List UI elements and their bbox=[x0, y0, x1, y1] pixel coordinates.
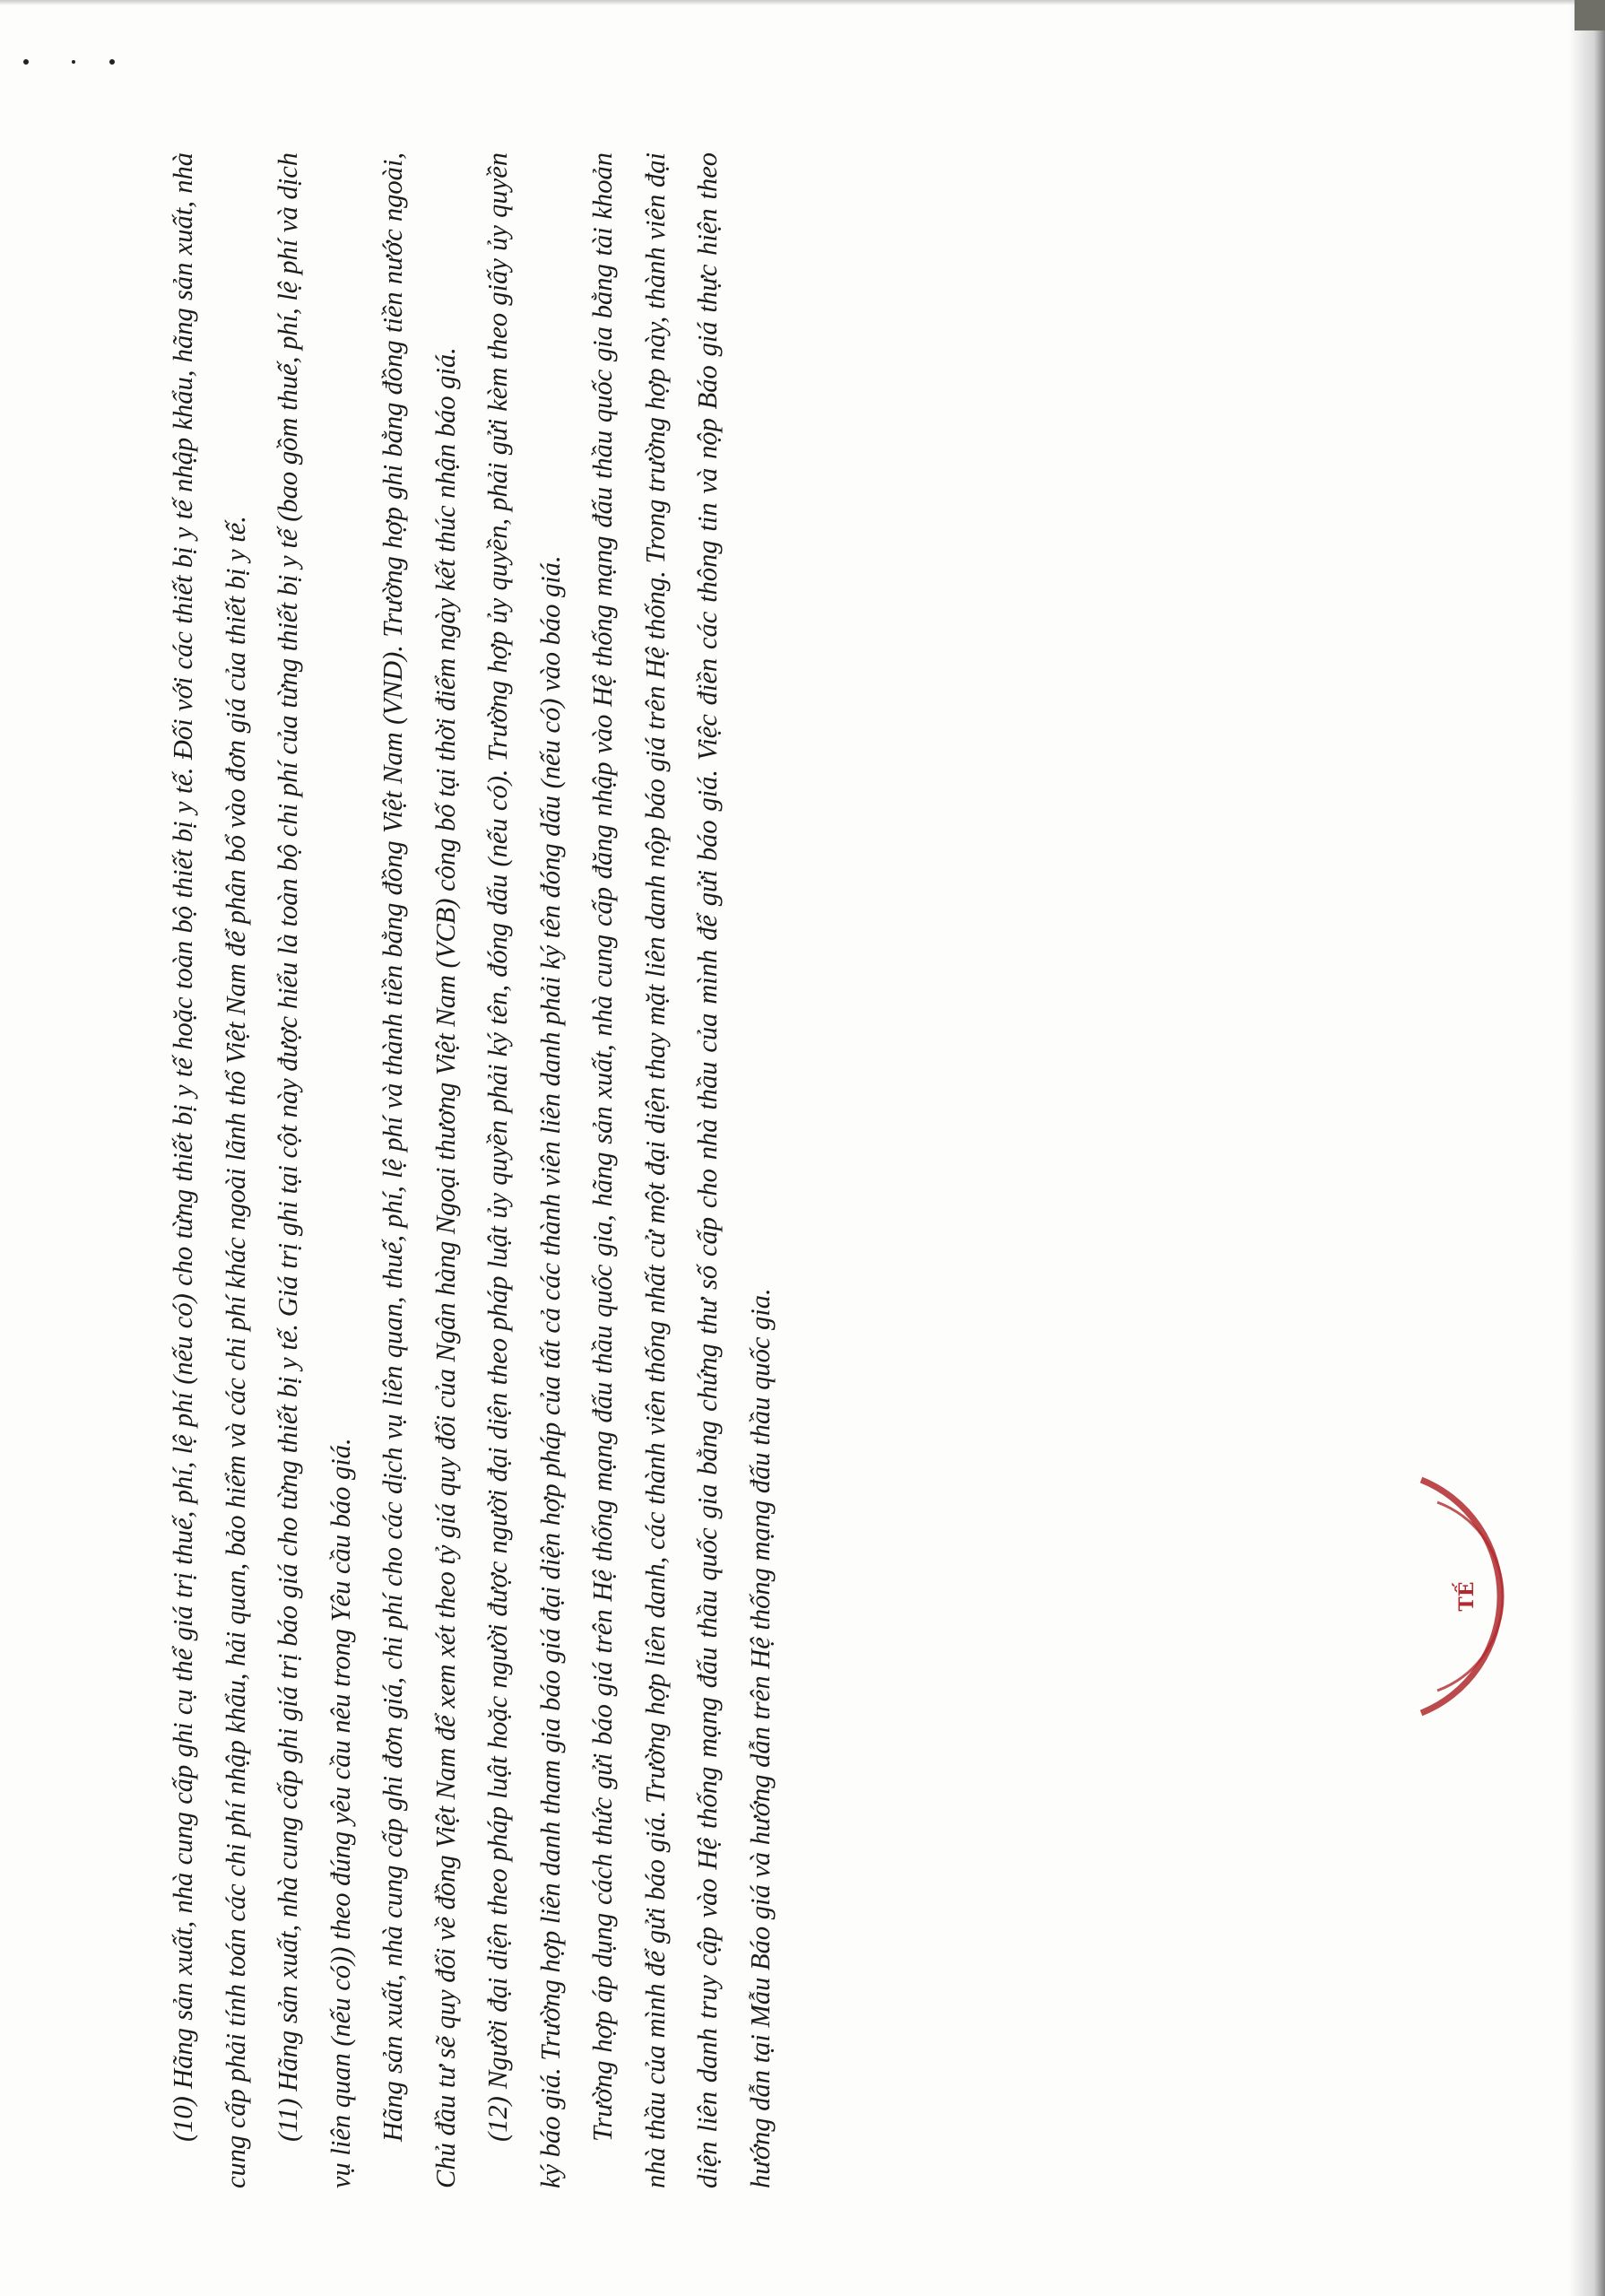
paragraph-note-11: (11) Hãng sản xuất, nhà cung cấp ghi giá trị báo giá cho từng thiết bị y tế. Giá trị ghi tại cột này được hiểu là toàn bộ chi phí của từng thiết bị y tế (bao gồm thuế, phí, lệ phí và dịch vụ liên quan (nếu có)) theo đúng yêu cầu nêu trong Yêu cầu báo giá. bbox=[273, 152, 356, 2188]
stamp-text: TẾ bbox=[1455, 1581, 1479, 1612]
red-seal-stamp bbox=[1385, 1471, 1520, 1722]
paragraph-online-submission: Trường hợp áp dụng cách thức gửi báo giá trên Hệ thống mạng đấu thầu quốc gia, hãng sản xuất, nhà cung cấp đăng nhập vào Hệ thống mạng đấu thầu quốc gia bằng tài khoản nhà thầu của mình để gửi báo giá. Trường hợp liên danh, các thành viên thống nhất cử một đại diện thay mặt liên danh nộp báo giá trên Hệ thống. Trong trường hợp này, thành viên đại diện liên danh truy cập vào Hệ thống mạng đấu thầu quốc gia bằng chứng thư số cấp cho nhà thầu của mình để gửi báo giá. Việc điền các thông tin và nộp Báo giá thực hiện theo hướng dẫn tại Mẫu Báo giá và hướng dẫn trên Hệ thống mạng đấu thầu quốc gia. bbox=[587, 152, 776, 2188]
paragraph-currency: Hãng sản xuất, nhà cung cấp ghi đơn giá, chi phí cho các dịch vụ liên quan, thuế, phí, lệ phí và thành tiền bằng đồng Việt Nam (VND). Trường hợp ghi bằng đồng tiền nước ngoài, Chủ đầu tư sẽ quy đổi về đồng Việt Nam để xem xét theo tỷ giá quy đổi của Ngân hàng Ngoại thương Việt Nam (VCB) công bố tại thời điểm ngày kết thúc nhận báo giá. bbox=[377, 152, 461, 2188]
scan-shadow-right bbox=[1569, 0, 1605, 2296]
punch-dot bbox=[72, 60, 75, 64]
scan-corner bbox=[1575, 0, 1605, 30]
paragraph-note-10: (10) Hãng sản xuất, nhà cung cấp ghi cụ thể giá trị thuế, phí, lệ phí (nếu có) cho từng thiết bị y tế hoặc toàn bộ thiết bị y tế. Đối với các thiết bị y tế nhập khẩu, hãng sản xuất, nhà cung cấp phải tính toán các chi phí nhập khẩu, hải quan, bảo hiểm và các chi phí khác ngoài lãnh thổ Việt Nam để phân bổ vào đơn giá của thiết bị y tế. bbox=[168, 152, 251, 2188]
paragraph-note-12: (12) Người đại diện theo pháp luật hoặc người được người đại diện theo pháp luật ủy quyền phải ký tên, đóng dấu (nếu có). Trường hợp ủy quyền, phải gửi kèm theo giấy ủy quyền ký báo giá. Trường hợp liên danh tham gia báo giá đại diện hợp pháp của tất cả các thành viên liên danh phải ký tên đóng dấu (nếu có) vào báo giá. bbox=[482, 152, 566, 2188]
punch-marks bbox=[20, 56, 127, 70]
scan-shadow-top bbox=[0, 0, 1605, 5]
rotated-text-block bbox=[157, 152, 1556, 2188]
punch-dot bbox=[23, 59, 29, 65]
document-body bbox=[157, 152, 786, 2188]
punch-dot bbox=[109, 59, 115, 65]
